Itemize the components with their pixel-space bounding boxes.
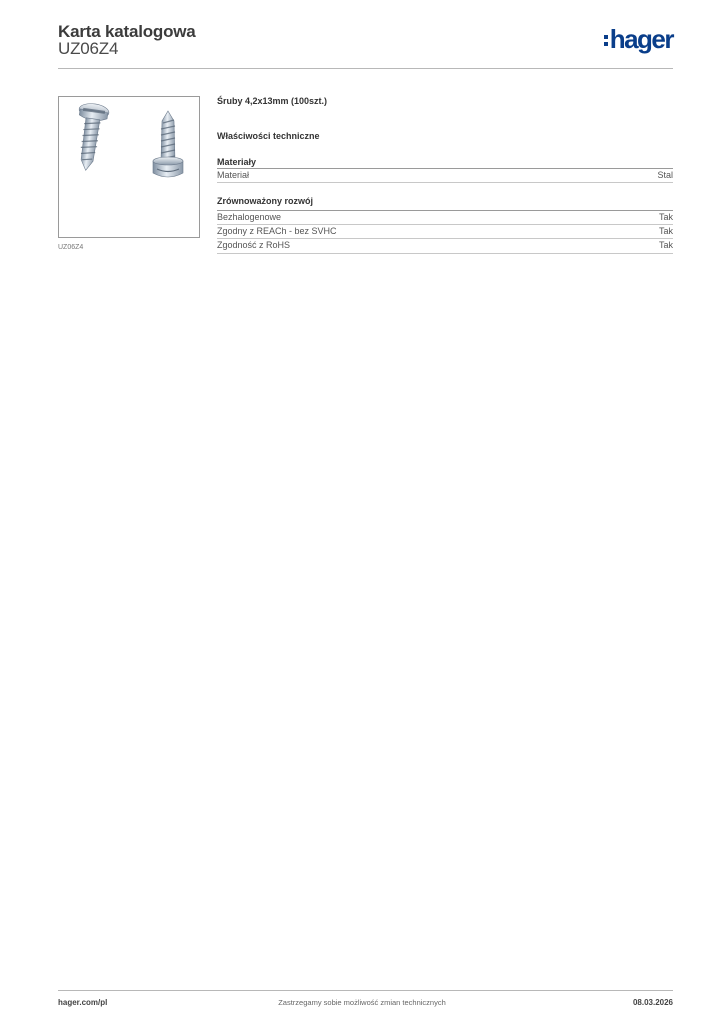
- row-value: Tak: [658, 226, 673, 236]
- row-label: Bezhalogenowe: [217, 212, 282, 222]
- table-row: [217, 224, 673, 238]
- row-divider: [217, 253, 673, 254]
- row-label: Zgodność z RoHS: [217, 240, 291, 250]
- logo-dots-icon: [604, 35, 608, 46]
- hager-logo: [604, 26, 673, 52]
- table-row: [217, 210, 673, 224]
- image-caption: UZ06Z4: [58, 244, 84, 251]
- row-label: Zgodny z REACh - bez SVHC: [217, 226, 337, 236]
- row-label: Materiał: [217, 170, 250, 180]
- row-value: Tak: [658, 240, 673, 250]
- row-value: Stal: [657, 170, 673, 180]
- row-value: Tak: [658, 212, 673, 222]
- footer-disclaimer: Zastrzegamy sobie możliwość zmian technicznych: [278, 998, 446, 1007]
- table-row: [217, 238, 673, 252]
- product-title: Śruby 4,2x13mm (100szt.): [217, 96, 328, 106]
- document-title: Karta katalogowa: [58, 22, 196, 41]
- row-divider: [217, 182, 673, 183]
- footer-date: 08.03.2026: [632, 998, 673, 1007]
- product-image: [58, 96, 200, 238]
- product-code: UZ06Z4: [58, 39, 119, 58]
- page-header: [58, 20, 673, 68]
- table-row: [217, 168, 673, 182]
- group-title-sustainability: Zrównoważony rozwój: [217, 196, 313, 206]
- logo-wordmark: hager: [609, 24, 673, 54]
- header-divider: [58, 68, 673, 69]
- footer-divider: [58, 990, 673, 991]
- group-title-materials: Materiały: [217, 157, 257, 167]
- screws-product-image-icon: [59, 97, 199, 237]
- footer-website-link[interactable]: hager.com/pl: [58, 998, 108, 1007]
- section-title: Właściwości techniczne: [217, 131, 320, 141]
